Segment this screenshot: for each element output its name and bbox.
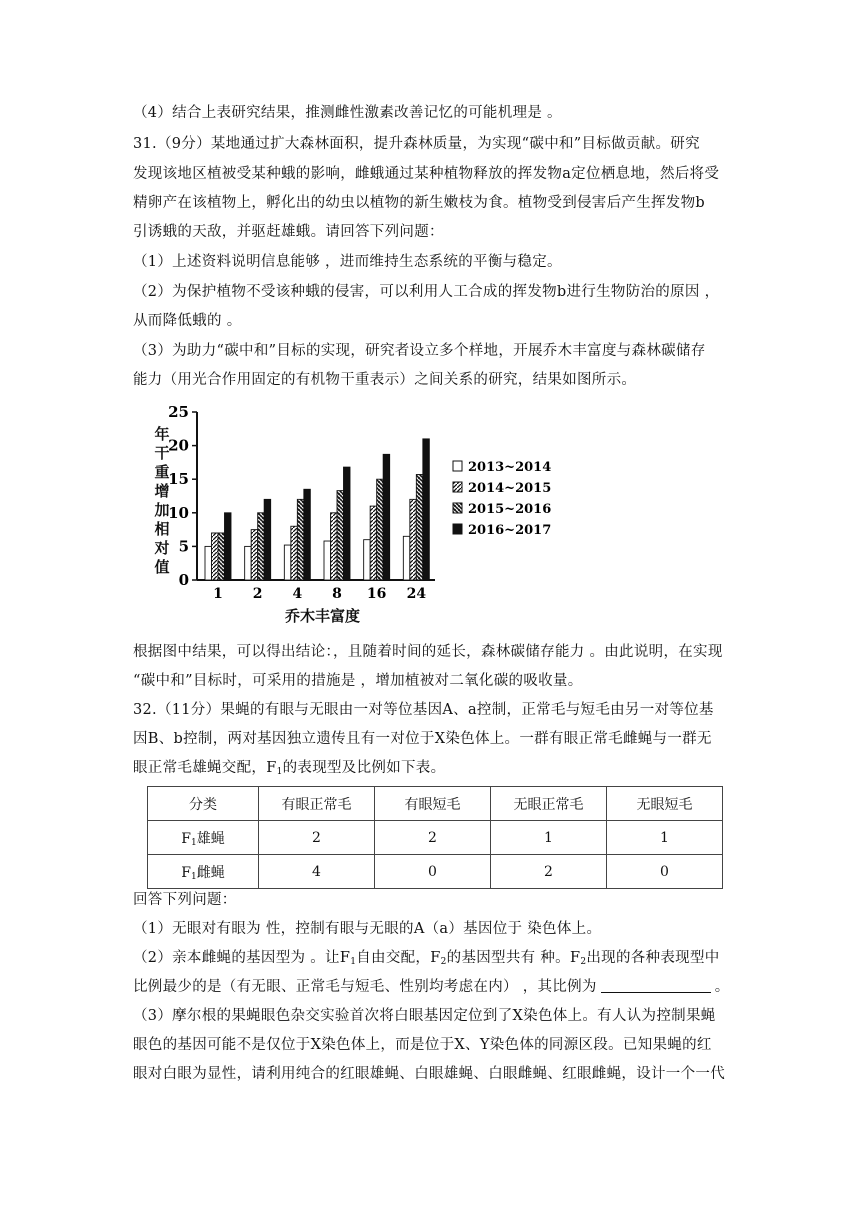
table-cell: 4 — [259, 855, 375, 889]
table-header-cell: 有眼正常毛 — [259, 787, 375, 821]
text-line: 因B、b控制，两对基因独立遗传且有一对位于X染色体上。一群有眼正常毛雌蝇与一群无 — [133, 731, 712, 747]
legend-swatch — [453, 524, 462, 534]
text-line: 发现该地区植被受某种蛾的影响，雌蛾通过某种植物释放的挥发物a定位栖息地，然后将受 — [133, 166, 720, 182]
table-header-cell: 无眼正常毛 — [491, 787, 607, 821]
bar — [370, 506, 377, 580]
legend-label: 2016~2017 — [468, 523, 552, 538]
table-cell: 1 — [607, 821, 723, 855]
bar — [344, 467, 351, 580]
bar — [218, 533, 225, 580]
row-label: $F_1$雌蝇 — [148, 855, 259, 889]
bar — [383, 454, 390, 580]
text-line: （4）结合上表研究结果，推测雌性激素改善记忆的可能机理是 。 — [133, 105, 562, 121]
bar — [410, 499, 417, 580]
text-line: （2）为保护植物不受该种蛾的侵害，可以利用人工合成的挥发物b进行生物防治的原因 ， — [133, 284, 720, 300]
text-line: （2）亲本雌蝇的基因型为 。让$F_1$自由交配，$F_2$的基因型共有 种。$F_2$出现的各种表现型中 — [133, 950, 720, 967]
table-cell: 0 — [375, 855, 491, 889]
bar — [403, 536, 410, 580]
table-cell: 0 — [607, 855, 723, 889]
table-row — [148, 855, 723, 889]
text-line: （1）无眼对有眼为 性，控制有眼与无眼的A（a）基因位于 染色体上。 — [133, 921, 602, 937]
text-line: （3）为助力“碳中和”目标的实现，研究者设立多个样地，开展乔木丰富度与森林碳储存 — [133, 343, 706, 359]
bar — [284, 545, 291, 580]
x-tick-label: 1 — [213, 586, 223, 602]
x-tick-label: 24 — [406, 586, 427, 602]
bar — [304, 489, 311, 580]
table-cell: 2 — [491, 855, 607, 889]
x-tick-label: 4 — [292, 586, 303, 602]
table-header-cell: 有眼短毛 — [375, 787, 491, 821]
chart-x-label: 乔木丰富度 — [285, 607, 361, 625]
row-label: $F_1$雄蝇 — [148, 821, 259, 855]
table-cell: 2 — [375, 821, 491, 855]
x-tick-label: 8 — [332, 586, 342, 602]
text-line: 32.（11分）果蝇的有眼与无眼由一对等位基因A、a控制，正常毛与短毛由另一对等位基 — [133, 702, 714, 718]
y-tick-label: 15 — [168, 470, 189, 489]
y-tick-label: 5 — [178, 537, 189, 556]
bar — [416, 474, 423, 580]
x-tick-label: 2 — [252, 586, 263, 602]
f1-phenotype-table — [147, 786, 723, 889]
text-line: 根据图中结果，可以得出结论：，且随着时间的延长，森林碳储存能力 。由此说明，在实现 — [133, 644, 723, 660]
legend-label: 2013~2014 — [468, 460, 552, 475]
text-line: 回答下列问题： — [133, 892, 237, 908]
text-line: 眼正常毛雄蝇交配，$F_1$的表现型及比例如下表。 — [133, 760, 446, 777]
bar — [205, 546, 212, 580]
text-line: “碳中和”目标时，可采用的措施是 ，增加植被对二氧化碳的吸收量。 — [133, 673, 583, 689]
table-header-cell: 分类 — [148, 787, 259, 821]
text-line: 精卵产在该植物上，孵化出的幼虫以植物的新生嫩枝为食。植物受到侵害后产生挥发物b — [133, 195, 705, 211]
text-line: 能力（用光合作用固定的有机物干重表示）之间关系的研究，结果如图所示。 — [133, 372, 637, 388]
bar — [297, 499, 304, 580]
chart-y-label: 年干重增加相对值 — [154, 425, 170, 576]
bar — [331, 513, 338, 580]
bar — [251, 530, 258, 580]
y-tick-label: 10 — [168, 503, 189, 522]
bar — [364, 540, 371, 580]
legend-label: 2015~2016 — [468, 502, 552, 517]
bar — [423, 439, 430, 580]
text-line: 眼对白眼为显性，请利用纯合的红眼雄蝇、白眼雄蝇、白眼雌蝇、红眼雌蝇，设计一个一代 — [133, 1066, 725, 1082]
text-line: （1）上述资料说明信息能够 ，进而维持生态系统的平衡与稳定。 — [133, 254, 562, 270]
bar — [258, 513, 265, 580]
text-line: 从而降低蛾的 。 — [133, 313, 242, 329]
chart-plot — [145, 400, 570, 605]
bar — [337, 491, 344, 580]
bar — [225, 513, 232, 580]
y-tick-label: 0 — [178, 571, 189, 589]
legend-label: 2014~2015 — [468, 481, 552, 496]
y-tick-label: 20 — [168, 436, 189, 455]
x-tick-label: 16 — [366, 586, 387, 602]
bar — [377, 479, 384, 580]
bar — [264, 499, 271, 580]
answer-blank[interactable] — [601, 978, 711, 993]
table-cell: 2 — [259, 821, 375, 855]
bar-chart — [145, 400, 570, 632]
text-line: 引诱蛾的天敌，并驱赶雄蛾。请回答下列问题： — [133, 224, 444, 240]
bar — [291, 526, 298, 580]
text-line: （3）摩尔根的果蝇眼色杂交实验首次将白眼基因定位到了X染色体上。有人认为控制果蝇 — [133, 1008, 716, 1024]
bar — [324, 541, 331, 580]
text-line: 比例最少的是（有无眼、正常毛与短毛、性别均考虑在内） ，其比例为 。 — [133, 979, 730, 995]
y-tick-label: 25 — [168, 403, 189, 421]
table-header-cell: 无眼短毛 — [607, 787, 723, 821]
table-row — [148, 821, 723, 855]
bar — [245, 546, 252, 580]
table-header-row — [148, 787, 723, 821]
legend-swatch — [453, 503, 462, 513]
bar — [212, 533, 219, 580]
text-line: 眼色的基因可能不是仅位于X染色体上，而是位于X、Y染色体的同源区段。已知果蝇的红 — [133, 1037, 712, 1053]
table-cell: 1 — [491, 821, 607, 855]
legend-swatch — [453, 482, 462, 492]
text-line: 31.（9分）某地通过扩大森林面积，提升森林质量，为实现“碳中和”目标做贡献。研究 — [133, 136, 700, 152]
legend-swatch — [453, 461, 462, 471]
